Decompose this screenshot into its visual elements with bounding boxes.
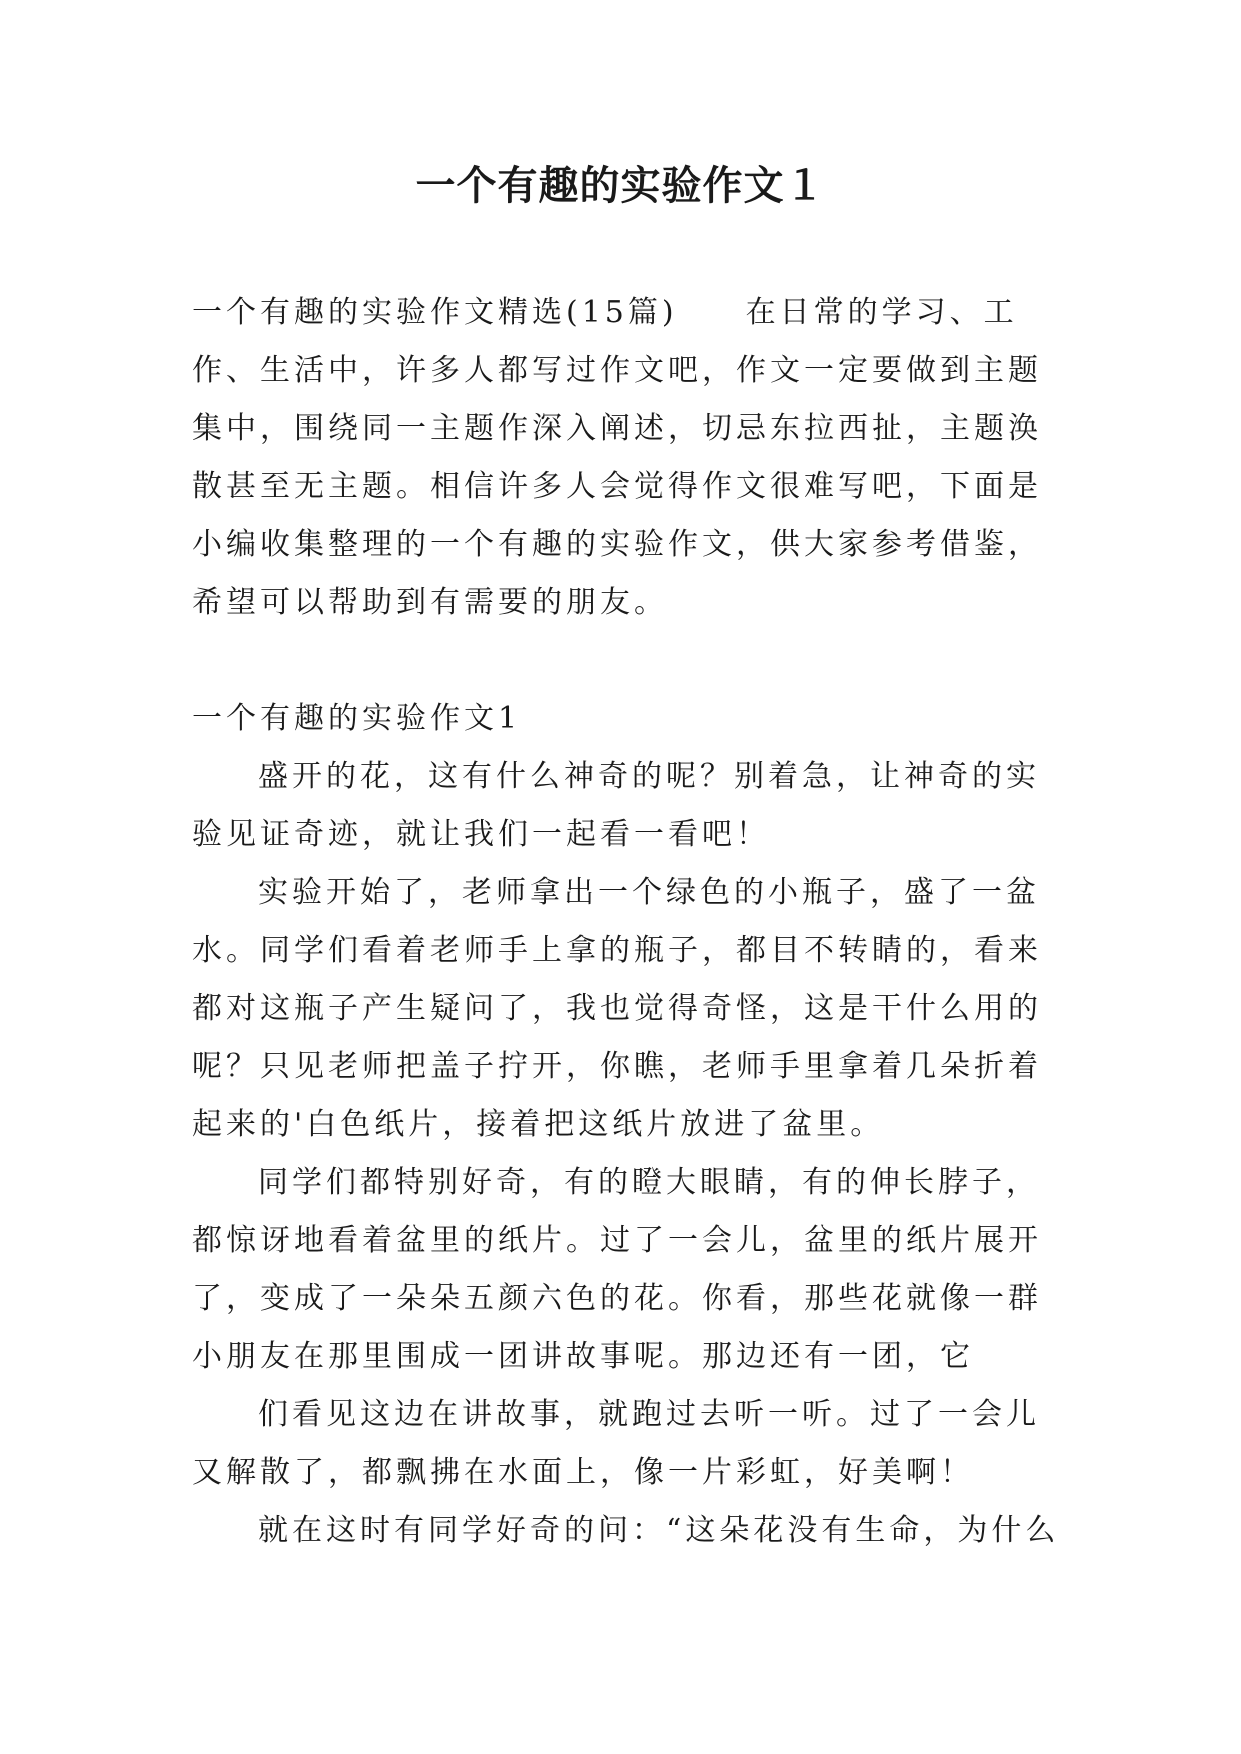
body-paragraph-5: 就在这时有同学好奇的问：“这朵花没有生命，为什么: [258, 1513, 1060, 1548]
body-paragraph-4: 们看见这边在讲故事，就跑过去听一听。过了一会儿又解散了，都飘拂在水面上，像一片彩虹，好美啊！: [192, 1397, 1040, 1490]
section-heading: 一个有趣的实验作文1: [192, 701, 522, 736]
document-title: 一个有趣的实验作文１: [415, 162, 826, 209]
body-paragraph-1: 盛开的花，这有什么神奇的呢？别着急，让神奇的实验见证奇迹，就让我们一起看一看吧！: [192, 759, 1040, 852]
body-paragraph-3: 同学们都特别好奇，有的瞪大眼睛，有的伸长脖子，都惊讶地看着盆里的纸片。过了一会儿，盆里的纸片展开了，变成了一朵朵五颜六色的花。你看，那些花就像一群小朋友在那里围成一团讲故事呢。那边还有一团，它: [192, 1165, 1042, 1374]
paragraph-spacer: [192, 632, 1072, 690]
intro-paragraph: 一个有趣的实验作文精选(15篇) 在日常的学习、工作、生活中，许多人都写过作文吧，作文一定要做到主题集中，围绕同一主题作深入阐述，切忌东拉西扯，主题涣散甚至无主题。相信许多人会觉得作文很难写吧，下面是小编收集整理的一个有趣的实验作文，供大家参考借鉴，希望可以帮助到有需要的朋友。: [192, 295, 1042, 620]
document-body: [192, 284, 1072, 1560]
body-paragraph-2: 实验开始了，老师拿出一个绿色的小瓶子，盛了一盆水。同学们看着老师手上拿的瓶子，都目不转睛的，看来都对这瓶子产生疑问了，我也觉得奇怪，这是干什么用的呢？只见老师把盖子拧开，你瞧，老师手里拿着几朵折着起来的'白色纸片，接着把这纸片放进了盆里。: [192, 875, 1042, 1142]
